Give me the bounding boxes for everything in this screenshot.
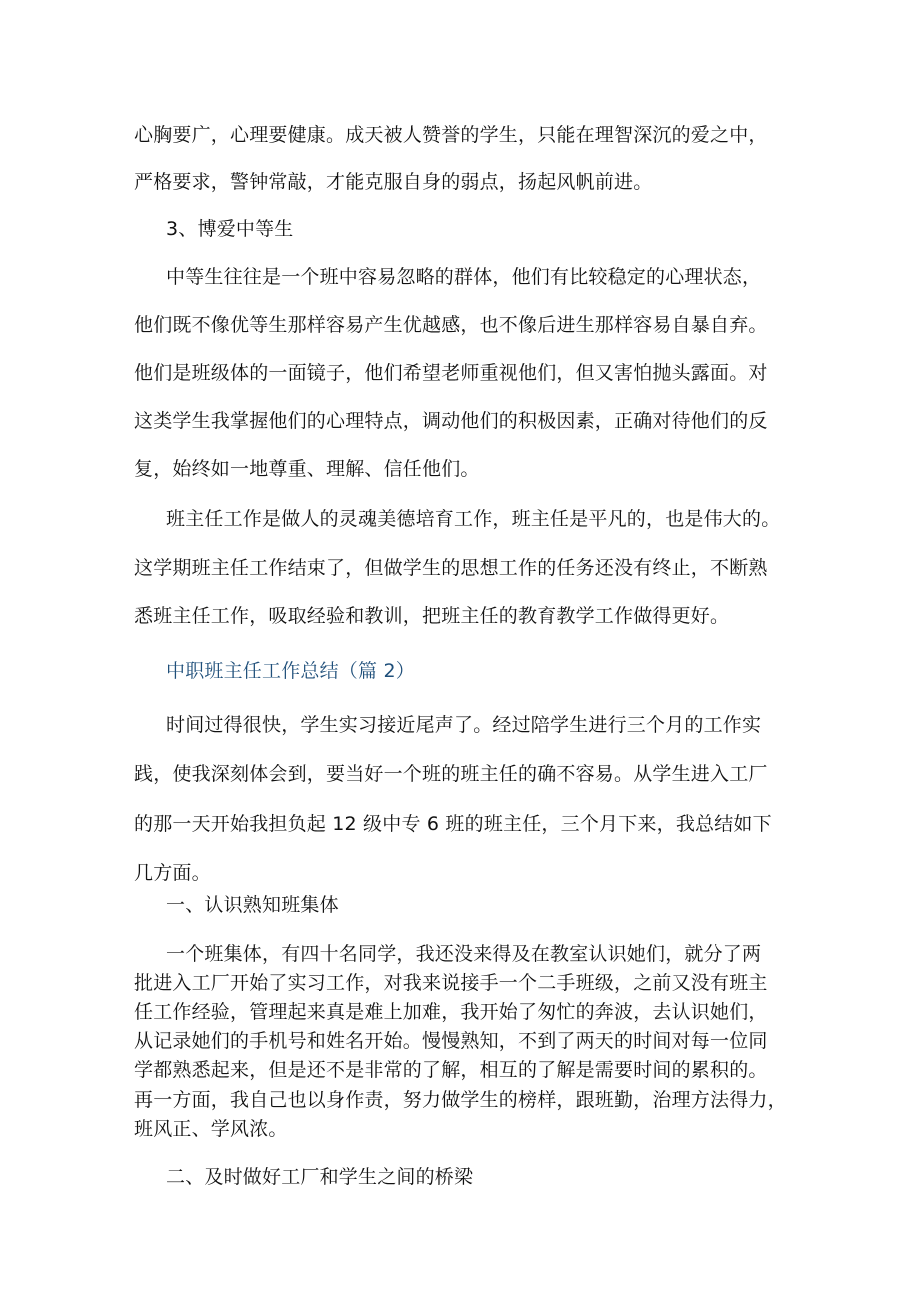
- article-heading: 中职班主任工作总结（篇 2）: [166, 660, 415, 682]
- paragraph-line: 从记录她们的手机号和姓名开始。慢慢熟知，不到了两天的时间对每一位同: [134, 1030, 768, 1052]
- paragraph-line: 时间过得很快，学生实习接近尾声了。经过陪学生进行三个月的工作实: [166, 714, 762, 736]
- section-heading: 3、博爱中等生: [166, 218, 294, 240]
- paragraph-line: 这类学生我掌握他们的心理特点，调动他们的积极因素，正确对待他们的反: [134, 410, 768, 432]
- paragraph-line: 班主任工作是做人的灵魂美德培育工作，班主任是平凡的，也是伟大的。: [166, 508, 781, 530]
- section-heading: 二、及时做好工厂和学生之间的桥梁: [166, 1166, 474, 1188]
- section-heading: 一、认识熟知班集体: [166, 894, 339, 916]
- paragraph-line: 一个班集体，有四十名同学，我还没来得及在教室认识她们，就分了两: [166, 943, 762, 965]
- paragraph-line: 中等生往往是一个班中容易忽略的群体，他们有比较稳定的心理状态，: [166, 266, 762, 288]
- paragraph-line: 践，使我深刻体会到，要当好一个班的班主任的确不容易。从学生进入工厂: [134, 763, 768, 785]
- paragraph-line: 几方面。: [134, 862, 211, 884]
- paragraph-line: 复，始终如一地尊重、理解、信任他们。: [134, 458, 480, 480]
- paragraph-line: 严格要求，警钟常敲，才能克服自身的弱点，扬起风帆前进。: [134, 171, 653, 193]
- paragraph-line: 班风正、学风浓。: [134, 1118, 288, 1140]
- paragraph-line: 这学期班主任工作结束了，但做学生的思想工作的任务还没有终止，不断熟: [134, 557, 768, 579]
- paragraph-line: 任工作经验，管理起来真是难上加难，我开始了匆忙的奔波，去认识她们，: [134, 1001, 768, 1023]
- paragraph-line: 的那一天开始我担负起 12 级中专 6 班的班主任，三个月下来，我总结如下: [134, 813, 772, 835]
- paragraph-line: 悉班主任工作，吸取经验和教训，把班主任的教育教学工作做得更好。: [134, 605, 730, 627]
- paragraph-line: 批进入工厂开始了实习工作，对我来说接手一个二手班级，之前又没有班主: [134, 972, 768, 994]
- paragraph-line: 他们是班级体的一面镜子，他们希望老师重视他们，但又害怕抛头露面。对: [134, 362, 768, 384]
- paragraph-line: 学都熟悉起来，但是还不是非常的了解，相互的了解是需要时间的累积的。: [134, 1059, 768, 1081]
- paragraph-line: 他们既不像优等生那样容易产生优越感，也不像后进生那样容易自暴自弃。: [134, 314, 768, 336]
- paragraph-line: 心胸要广，心理要健康。成天被人赞誉的学生，只能在理智深沉的爱之中，: [134, 124, 768, 146]
- paragraph-line: 再一方面，我自己也以身作责，努力做学生的榜样，跟班勤，治理方法得力，: [134, 1089, 787, 1111]
